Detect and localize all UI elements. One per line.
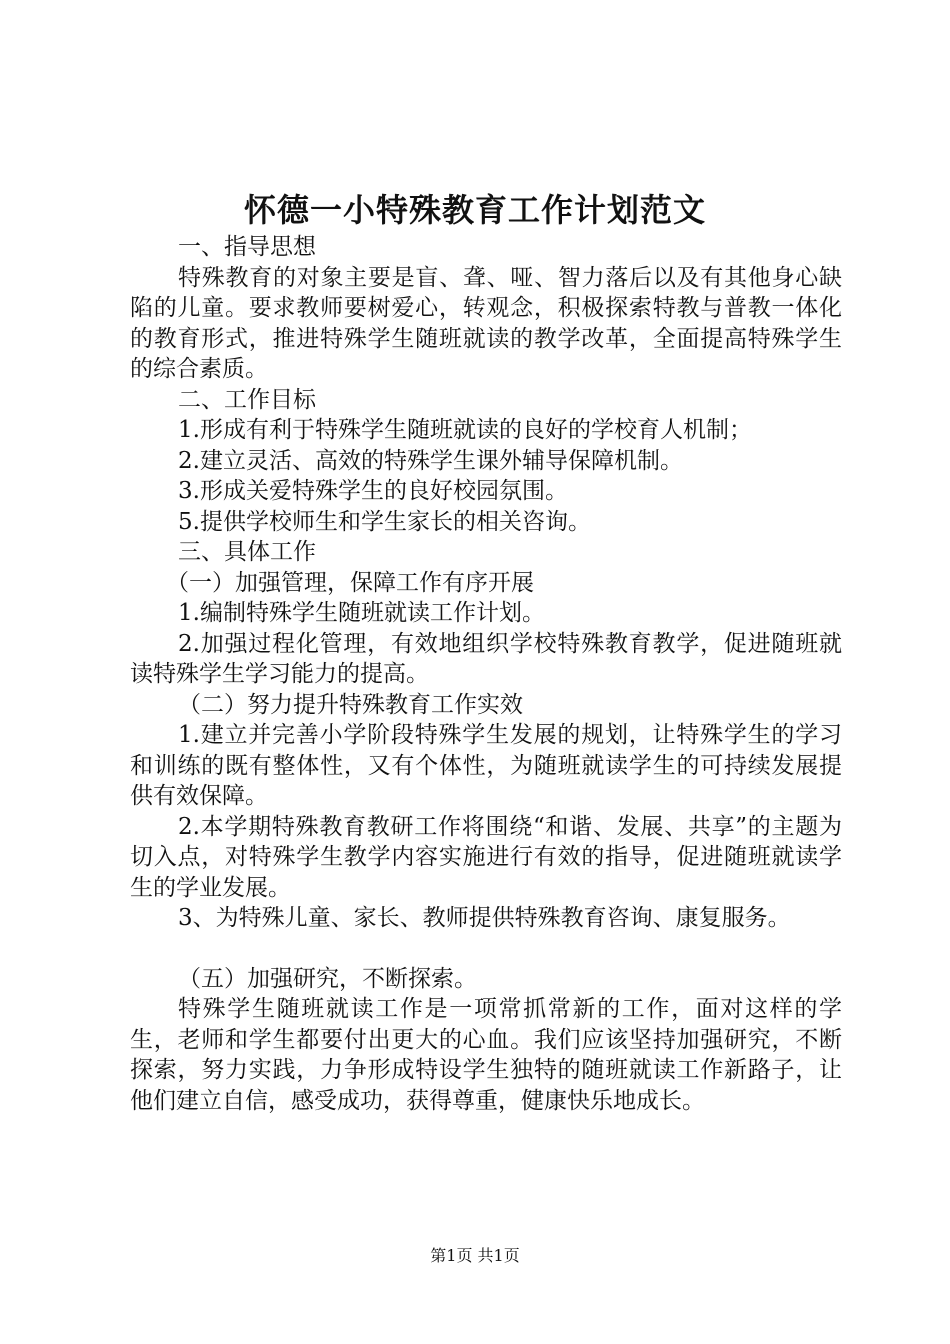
goal-item-3: 3.形成关爱特殊学生的良好校园氛围。: [178, 478, 568, 504]
document-body: [130, 232, 842, 1116]
goal-item-5: 5.提供学校师生和学生家长的相关咨询。: [178, 508, 591, 535]
goal-item-1: 1.形成有利于特殊学生随班就读的良好的学校育人机制；: [178, 417, 752, 443]
subsection-heading-management: （一）加强管理，保障工作有序开展: [166, 569, 534, 596]
page-footer: 第1页 共1页: [430, 1246, 520, 1265]
subsection-heading-research: （五）加强研究，不断探索。: [178, 965, 477, 992]
blank-line: [130, 934, 842, 964]
document-title: 怀德一小特殊教育工作计划范文: [243, 191, 706, 229]
effectiveness-item-2: 2.本学期特殊教育教研工作将围绕“和谐、发展、共享”的主题为切入点，对特殊学生教学内容实施进行有效的指导，促进随班就读学生的学业发展。: [130, 813, 842, 901]
paragraph-guiding-thought: 特殊教育的对象主要是盲、聋、哑、智力落后以及有其他身心缺陷的儿童。要求教师要树爱心，转观念，积极探索特教与普教一体化的教育形式，推进特殊学生随班就读的教学改革，全面提高特殊学生的综合素质。: [130, 264, 842, 382]
subsection-heading-effectiveness: （二）努力提升特殊教育工作实效: [178, 691, 523, 718]
section-heading-work-goals: 二、工作目标: [178, 386, 316, 413]
section-heading-guiding-thought: 一、指导思想: [178, 234, 316, 260]
management-item-1: 1.编制特殊学生随班就读工作计划。: [178, 600, 545, 626]
goal-item-2: 2.建立灵活、高效的特殊学生课外辅导保障机制。: [178, 447, 683, 474]
effectiveness-item-1: 1.建立并完善小学阶段特殊学生发展的规划，让特殊学生的学习和训练的既有整体性，又有个体性，为随班就读学生的可持续发展提供有效保障。: [130, 722, 842, 809]
effectiveness-item-3: 3、为特殊儿童、家长、教师提供特殊教育咨询、康复服务。: [178, 905, 791, 931]
management-item-2: 2.加强过程化管理，有效地组织学校特殊教育教学，促进随班就读特殊学生学习能力的提高。: [130, 630, 842, 687]
paragraph-research: 特殊学生随班就读工作是一项常抓常新的工作，面对这样的学生，老师和学生都要付出更大的心血。我们应该坚持加强研究，不断探索，努力实践，力争形成特设学生独特的随班就读工作新路子，让他们建立自信，感受成功，获得尊重，健康快乐地成长。: [130, 996, 842, 1114]
section-heading-specific-work: 三、具体工作: [178, 539, 316, 565]
